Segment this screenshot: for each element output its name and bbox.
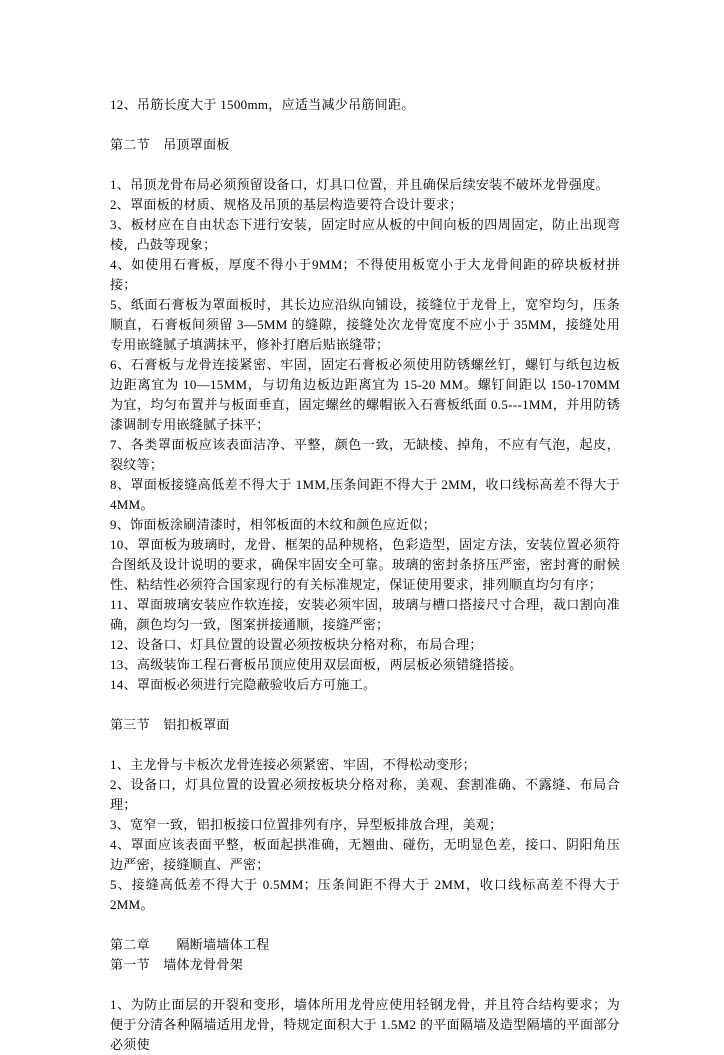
- list-item: 4、罩面应该表面平整，板面起拱准确，无翘曲、碰伤，无明显色差，接口、阴阳角压边严密，接缝顺直、严密；: [110, 837, 620, 872]
- chapter-heading: 第二章 隔断墙墙体工程: [110, 937, 270, 952]
- list-item: 14、罩面板必须进行完隐蔽验收后方可施工。: [110, 677, 377, 692]
- list-item: 7、各类罩面板应该表面洁净、平整，颜色一致，无缺棱、掉角，不应有气泡，起皮，裂纹等；: [110, 437, 620, 472]
- blank-line: [110, 735, 620, 755]
- blank-line: [110, 115, 620, 135]
- section-heading: 第三节 铝扣板罩面: [110, 717, 230, 732]
- section-heading: 第二节 吊顶罩面板: [110, 137, 230, 152]
- list-item: 1、吊顶龙骨布局必须预留设备口，灯具口位置，并且确保后续安装不破坏龙骨强度。: [110, 177, 609, 192]
- list-item: 1、为防止面层的开裂和变形，墙体所用龙骨应使用轻钢龙骨，并且符合结构要求；为便于分清各种隔墙适用龙骨，特规定面积大于 1.5M2 的平面隔墙及造型隔墙的平面部分必须使: [110, 997, 620, 1052]
- list-item: 2、设备口，灯具位置的设置必须按板块分格对称，美观、套割准确、不露缝、布局合理；: [110, 777, 620, 812]
- list-item: 3、板材应在自由状态下进行安装，固定时应从板的中间向板的四周固定，防止出现弯棱，凸鼓等现象；: [110, 217, 620, 252]
- list-item: 5、接缝高低差不得大于 0.5MM；压条间距不得大于 2MM，收口线标高差不得大于 2MM。: [110, 877, 620, 912]
- list-item: 1、主龙骨与卡板次龙骨连接必须紧密、牢固，不得松动变形；: [110, 757, 476, 772]
- list-item: 6、石膏板与龙骨连接紧密、牢固，固定石膏板必须使用防锈螺丝钉，螺钉与纸包边板边距离宜为 10—15MM，与切角边板边距离宜为 15-20 MM。螺钉间距以 150-170MM 为宜，均匀布置并与板面垂直，固定螺丝的螺帽嵌入石膏板纸面 0.5---1MM，并用防锈漆调制专用嵌缝腻子抹平；: [110, 357, 620, 432]
- list-item: 4、如使用石膏板，厚度不得小于9MM；不得使用板宽小于大龙骨间距的碎块板材拼接；: [110, 257, 620, 292]
- list-item: 10、罩面板为玻璃时，龙骨、框架的品种规格，色彩造型，固定方法，安装位置必须符合图纸及设计说明的要求，确保牢固安全可靠。玻璃的密封条挤压严密，密封膏的耐候性、粘结性必须符合国家现行的有关标准规定，保证使用要求，排列顺直均匀有序；: [110, 537, 620, 592]
- list-item: 2、罩面板的材质、规格及吊顶的基层构造要符合设计要求；: [110, 197, 463, 212]
- list-item: 8、罩面板接缝高低差不得大于 1MM,压条间距不得大于 2MM，收口线标高差不得大于 4MM。: [110, 477, 620, 512]
- list-item: 13、高级装饰工程石膏板吊顶应使用双层面板，两层板必须错缝搭接。: [110, 657, 523, 672]
- list-item: 11、罩面玻璃安装应作软连接，安装必须牢固，玻璃与槽口搭接尺寸合理，裁口割向准确，颜色均匀一致，图案拼接通顺，接缝严密；: [110, 597, 620, 632]
- document-content: [110, 95, 620, 1055]
- blank-line: [110, 695, 620, 715]
- list-item: 9、饰面板涂刷清漆时，相邻板面的木纹和颜色应近似；: [110, 517, 437, 532]
- blank-line: [110, 155, 620, 175]
- list-item: 12、设备口、灯具位置的设置必须按板块分格对称，布局合理；: [110, 637, 483, 652]
- blank-line: [110, 915, 620, 935]
- list-item: 5、纸面石膏板为罩面板时，其长边应沿纵向铺设，接缝位于龙骨上，宽窄均匀，压条顺直，石膏板间须留 3—5MM 的缝隙，接缝处次龙骨宽度不应小于 35MM，接缝处用专用嵌缝腻子填满抹平，修补打磨后贴嵌缝带；: [110, 297, 620, 352]
- blank-line: [110, 975, 620, 995]
- list-item: 12、吊筋长度大于 1500mm，应适当减少吊筋间距。: [110, 97, 415, 112]
- list-item: 3、宽窄一致，铝扣板接口位置排列有序，异型板排放合理，美观；: [110, 817, 503, 832]
- section-heading: 第一节 墙体龙骨骨架: [110, 957, 244, 972]
